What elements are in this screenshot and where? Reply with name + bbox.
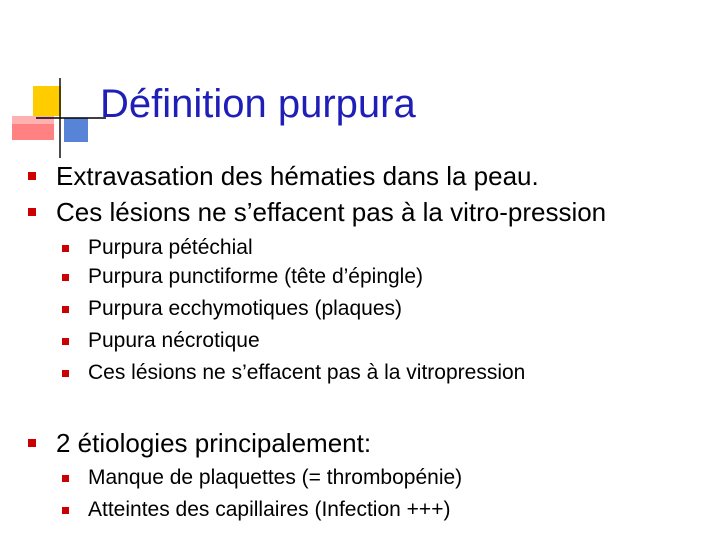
bullet-item xyxy=(56,160,539,192)
bullet-square-icon xyxy=(28,208,36,216)
bullet-text: Extravasation des hématies dans la peau. xyxy=(56,161,539,191)
bullet-square-icon xyxy=(62,507,69,514)
sub-bullet-item xyxy=(88,497,450,523)
sub-bullet-item xyxy=(88,465,462,491)
sub-bullet-item xyxy=(88,296,402,322)
bullet-square-icon xyxy=(62,370,69,377)
bullet-square-icon xyxy=(62,475,69,482)
slide-title: Définition purpura xyxy=(100,82,416,126)
sub-bullet-item xyxy=(88,264,423,290)
bullet-square-icon xyxy=(28,172,36,180)
bullet-text: Ces lésions ne s’effacent pas à la vitro-pression xyxy=(56,197,607,227)
sub-bullet-item xyxy=(88,235,253,261)
bullet-square-icon xyxy=(62,306,69,313)
sub-bullet-text: Atteintes des capillaires (Infection +++) xyxy=(88,498,451,521)
bullet-text: 2 étiologies principalement: xyxy=(56,428,372,458)
sub-bullet-text: Purpura punctiforme (tête d’épingle) xyxy=(88,265,424,288)
sub-bullet-text: Pupura nécrotique xyxy=(88,329,260,352)
bullet-item xyxy=(56,196,606,228)
sub-bullet-text: Purpura pétéchial xyxy=(88,236,253,259)
sub-bullet-item xyxy=(88,328,260,354)
sub-bullet-text: Manque de plaquettes (= thrombopénie) xyxy=(88,466,463,489)
sub-bullet-text: Purpura ecchymotiques (plaques) xyxy=(88,297,402,320)
bullet-square-icon xyxy=(28,439,36,447)
sub-bullet-text: Ces lésions ne s’effacent pas à la vitropression xyxy=(88,361,526,384)
bullet-square-icon xyxy=(62,245,69,252)
bullet-square-icon xyxy=(62,338,69,345)
sub-bullet-item xyxy=(88,360,525,386)
bullet-item xyxy=(56,427,371,459)
bullet-square-icon xyxy=(62,274,69,281)
